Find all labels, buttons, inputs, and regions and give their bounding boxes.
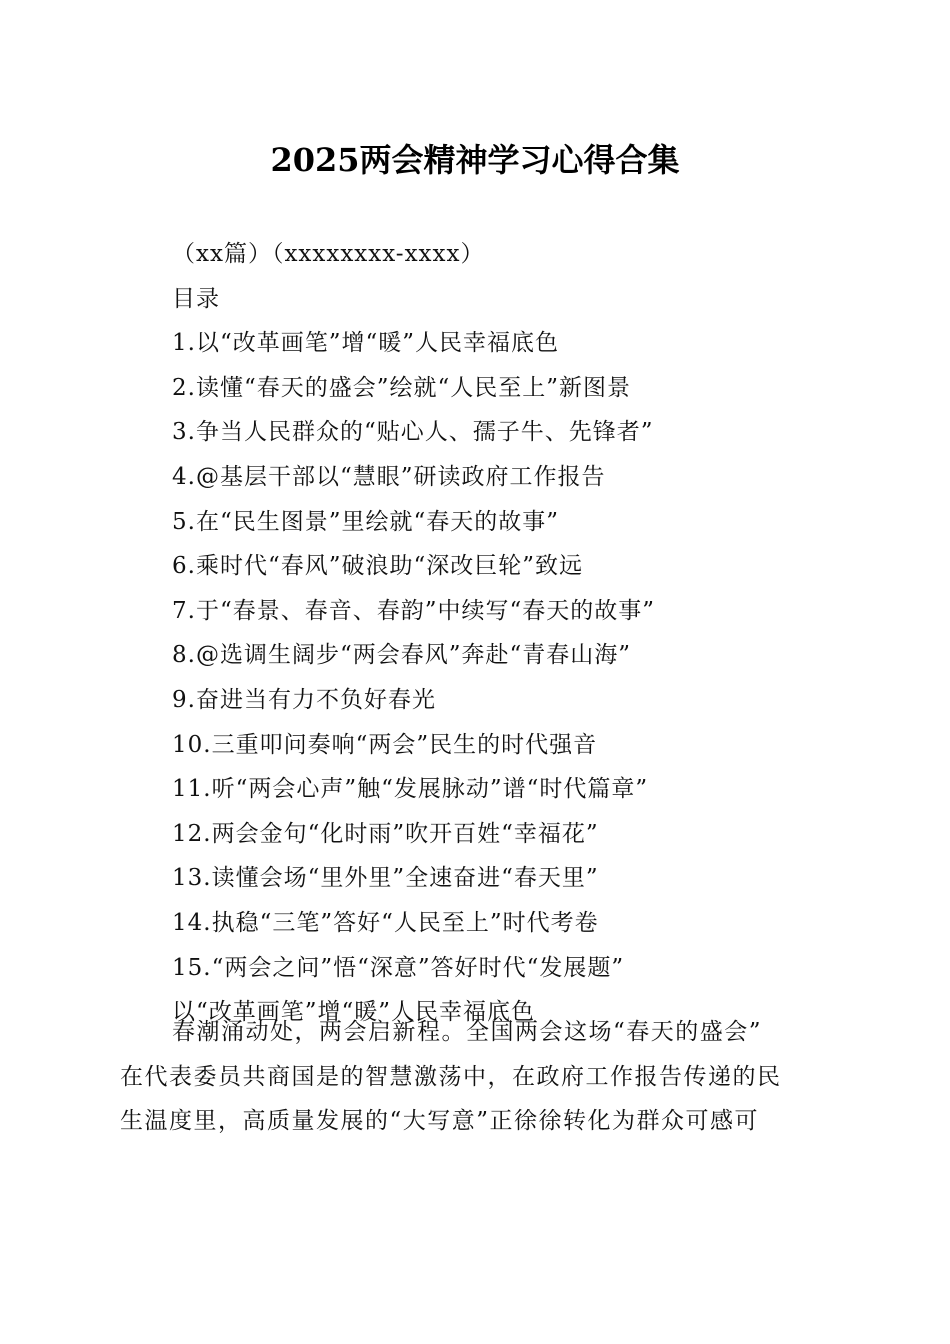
meta-line: （xx篇）（xxxxxxxx-xxxx） [172,241,485,267]
toc-item-12: 12.两会金句“化时雨”吹开百姓“幸福花” [172,820,599,847]
toc-item-7: 7.于“春景、春音、春韵”中续写“春天的故事” [172,597,655,624]
toc-item-11: 11.听“两会心声”触“发展脉动”谱“时代篇章” [172,776,649,803]
toc-item-13: 13.读懂会场“里外里”全速奋进“春天里” [172,865,599,892]
toc-item-4: 4.@基层干部以“慧眼”研读政府工作报告 [172,463,606,490]
toc-item-6: 6.乘时代“春风”破浪助“深改巨轮”致远 [172,553,583,580]
toc-item-15: 15.“两会之问”悟“深意”答好时代“发展题” [172,954,625,981]
toc-item-10: 10.三重叩问奏响“两会”民生的时代强音 [172,731,598,758]
toc-item-9: 9.奋进当有力不负好春光 [172,686,436,713]
body-paragraph [120,1010,832,1144]
toc-heading: 目录 [172,285,220,312]
toc-item-5: 5.在“民生图景”里绘就“春天的故事” [172,508,559,535]
paragraph-line-1: 春潮涌动处，两会启新程。全国两会这场“春天的盛会” [172,1019,763,1045]
document-title: 2025两会精神学习心得合集 [270,141,680,179]
toc-item-2: 2.读懂“春天的盛会”绘就“人民至上”新图景 [172,374,631,401]
document-body [172,232,832,1035]
toc-item-1: 1.以“改革画笔”增“暖”人民幸福底色 [172,330,559,357]
toc-item-14: 14.执稳“三笔”答好“人民至上”时代考卷 [172,909,599,936]
section-heading: 以“改革画笔”增“暖”人民幸福底色 [172,999,536,1026]
toc-item-3: 3.争当人民群众的“贴心人、孺子牛、先锋者” [172,419,654,446]
toc-item-8: 8.@选调生阔步“两会春风”奔赴“青春山海” [172,642,631,669]
paragraph-line-2: 在代表委员共商国是的智慧激荡中，在政府工作报告传递的民 [120,1063,782,1090]
paragraph-line-3: 生温度里，高质量发展的“大写意”正徐徐转化为群众可感可 [120,1108,760,1135]
